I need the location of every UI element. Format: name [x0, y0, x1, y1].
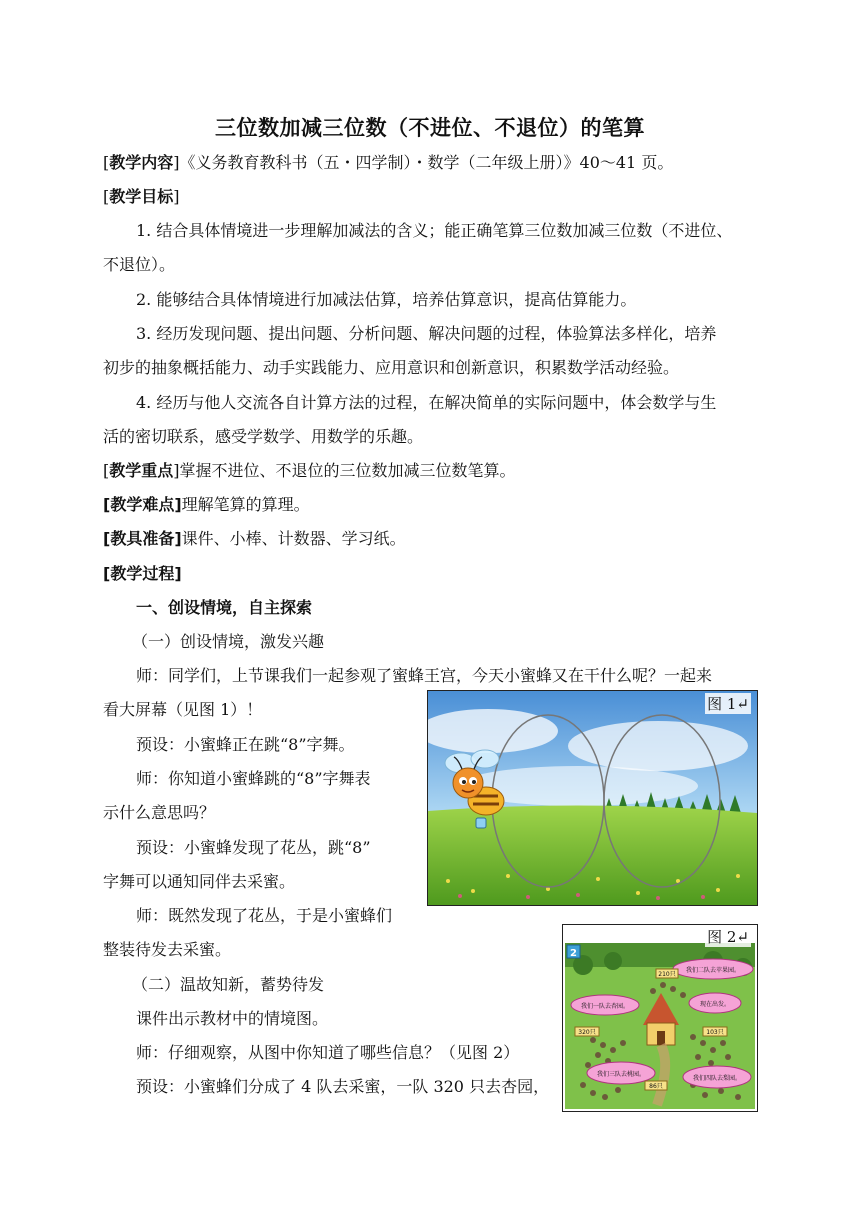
tools-line: [教具准备]课件、小棒、计数器、学习纸。	[103, 529, 406, 548]
tools-text: 课件、小棒、计数器、学习纸。	[181, 529, 406, 548]
figure-2-bubble-bottom-right: 我们四队去梨园。	[692, 1075, 742, 1082]
document-title: 三位数加减三位数（不进位、不退位）的笔算	[215, 116, 645, 140]
process-heading: [教学过程]	[103, 564, 182, 583]
figure-2-bubble-top: 我们二队去苹果园。	[685, 967, 741, 974]
figure-2-count-left: 320只	[578, 1029, 596, 1036]
meadow-scene-illustration	[428, 691, 757, 905]
difficulty-label: 教学难点	[110, 495, 175, 514]
objective-1-line-2: 不退位）。	[103, 255, 176, 274]
figure-2-bubble-left: 我们一队去杏园。	[580, 1003, 630, 1010]
objective-3-line-1: 3. 经历发现问题、提出问题、分析问题、解决问题的过程，体验算法多样化，培养	[136, 324, 717, 343]
figure-2-bubble-right-mid: 现在出发。	[699, 1001, 731, 1008]
paragraph-4-line-1: 预设：小蜜蜂发现了花丛，跳“8”	[136, 838, 371, 857]
subsection-2-heading: （二）温故知新，蓄势待发	[132, 975, 325, 994]
figure-2-label: 图 2↵	[707, 928, 749, 946]
difficulty-line: [教学难点]理解笔算的算理。	[103, 495, 310, 514]
key-point-line: [教学重点]掌握不进位、不退位的三位数加减三位数笔算。	[103, 461, 516, 480]
figure-2-count-bottom: 86只	[649, 1083, 663, 1090]
paragraph-3-line-1: 师：你知道小蜜蜂跳的“8”字舞表	[136, 769, 371, 788]
objective-4-line-2: 活的密切联系，感受学数学、用数学的乐趣。	[103, 427, 424, 446]
tools-label: 教具准备	[110, 529, 175, 548]
paragraph-5-line-1: 师：既然发现了花丛，于是小蜜蜂们	[136, 906, 393, 925]
objective-4-line-1: 4. 经历与他人交流各自计算方法的过程，在解决简单的实际问题中，体会数学与生	[136, 393, 717, 412]
bee-teams-illustration	[563, 925, 757, 1111]
paragraph-3-line-2: 示什么意思吗？	[103, 803, 216, 822]
figure-2-number: 2	[570, 948, 577, 959]
figure-1-label: 图 1↵	[707, 695, 749, 713]
figure-2-bubble-bottom-left: 我们三队去桃园。	[596, 1071, 646, 1078]
teaching-content-line: [教学内容]《义务教育教科书（五・四学制）・数学（二年级上册）》40～41 页。	[103, 153, 674, 172]
paragraph-6: 课件出示教材中的情境图。	[136, 1009, 329, 1028]
paragraph-5-line-2: 整装待发去采蜜。	[103, 940, 232, 959]
paragraph-4-line-2: 字舞可以通知同伴去采蜜。	[103, 872, 296, 891]
paragraph-7: 师：仔细观察，从图中你知道了哪些信息？（见图 2）	[136, 1043, 520, 1062]
paragraph-1-line-2: 看大屏幕（见图 1）！	[103, 700, 263, 719]
paragraph-1-line-1: 师：同学们，上节课我们一起参观了蜜蜂王宫，今天小蜜蜂又在干什么呢？一起来	[136, 666, 713, 685]
figure-2-image	[562, 924, 758, 1112]
paragraph-8: 预设：小蜜蜂们分成了 4 队去采蜜，一队 320 只去杏园，	[136, 1077, 550, 1096]
section-1-heading: 一、创设情境，自主探索	[136, 598, 313, 617]
teaching-content-label: 教学内容	[109, 153, 174, 172]
objective-1-line-1: 1. 结合具体情境进一步理解加减法的含义；能正确笔算三位数加减三位数（不进位、	[136, 221, 733, 240]
process-label: 教学过程	[110, 564, 175, 583]
key-point-label: 教学重点	[109, 461, 174, 480]
objectives-heading: [教学目标]	[103, 187, 180, 206]
teaching-content-text: 《义务教育教科书（五・四学制）・数学（二年级上册）》40～41 页。	[179, 153, 674, 172]
key-point-text: 掌握不进位、不退位的三位数加减三位数笔算。	[179, 461, 516, 480]
objectives-label: 教学目标	[109, 187, 174, 206]
paragraph-2: 预设：小蜜蜂正在跳“8”字舞。	[136, 735, 355, 754]
figure-2-count-right: 103只	[706, 1029, 724, 1036]
figure-1-image	[427, 690, 758, 906]
objective-3-line-2: 初步的抽象概括能力、动手实践能力、应用意识和创新意识，积累数学活动经验。	[103, 358, 680, 377]
objective-2: 2. 能够结合具体情境进行加减法估算，培养估算意识，提高估算能力。	[136, 290, 637, 309]
difficulty-text: 理解笔算的算理。	[181, 495, 310, 514]
figure-2-count-top: 210只	[658, 971, 676, 978]
subsection-1-heading: （一）创设情境，激发兴趣	[132, 632, 325, 651]
